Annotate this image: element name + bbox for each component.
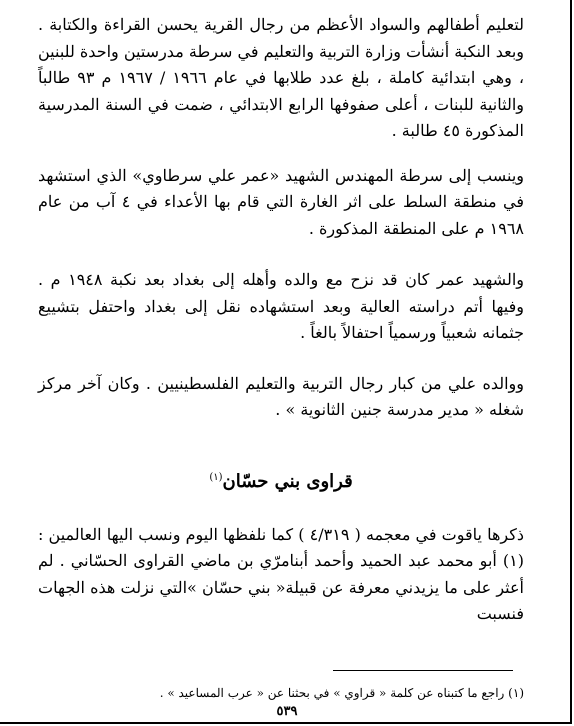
footnote-separator <box>333 670 513 671</box>
paragraph-martyr-baghdad: والشهيد عمر كان قد نزح مع والده وأهله إلى بغداد بعد نكبة ١٩٤٨ م . وفيها أتم دراسته العالية وبعد استشهاده نقل إلى بغداد واحتفل بتشييع جثمانه شعبياً ورسمياً احتفالاً بالغاً . <box>38 270 525 342</box>
page-number: ٥٣٩ <box>276 704 298 719</box>
document-body <box>38 12 524 628</box>
paragraph-father: ووالده علي من كبار رجال التربية والتعليم الفلسطينيين . وكان آخر مركز شغله « مدير مدرسة جنين الثانوية » . <box>38 373 524 419</box>
footnote: (١) راجع ما كتبناه عن كلمة « قراوي » في بحثنا عن « عرب المساعيد » . <box>159 686 524 700</box>
section-heading-footnote-mark: (١) <box>209 471 223 483</box>
section-heading-title: قراوى بني حسّان <box>222 470 353 492</box>
section-heading <box>38 464 524 496</box>
paragraph-martyr-origin: وينسب إلى سرطة المهندس الشهيد «عمر علي سرطاوي» الذي استشهد في منطقة السلط على اثر الغارة التي قام بها الأعداء في ٤ آب من عام ١٩٦٨ م على المنطقة المذكورة . <box>38 165 525 238</box>
paragraph-education: لتعليم أطفالهم والسواد الأعظم من رجال القرية يحسن القراءة والكتابة . وبعد النكبة أنشأت وزارة التربية والتعليم في سرطة مدرستين واحدة للبنين ، وهي ابتدائية كاملة ، بلغ عدد طلابها في عام ١٩٦٦ / ١٩٦٧ م ٩٣ طالباً والثانية للبنات ، أعلى صفوفها الرابع الابتدائي ، ضمت في السنة المدرسية المذكورة ٤٥ طالبة . <box>37 15 525 140</box>
paragraph-yaqut: ذكرها ياقوت في معجمه ( ٤/٣١٩ ) كما نلفظها اليوم ونسب اليها العالمين : (١) أبو محمد عبد الحميد وأحمد أبنامرّي بن ماضي القراوى الحسّاني . لم أعثر على ما يزيدني معرفة عن قبيلة« بني حسّان »التي نزلت هذه الجهات فنسبت <box>38 524 524 623</box>
